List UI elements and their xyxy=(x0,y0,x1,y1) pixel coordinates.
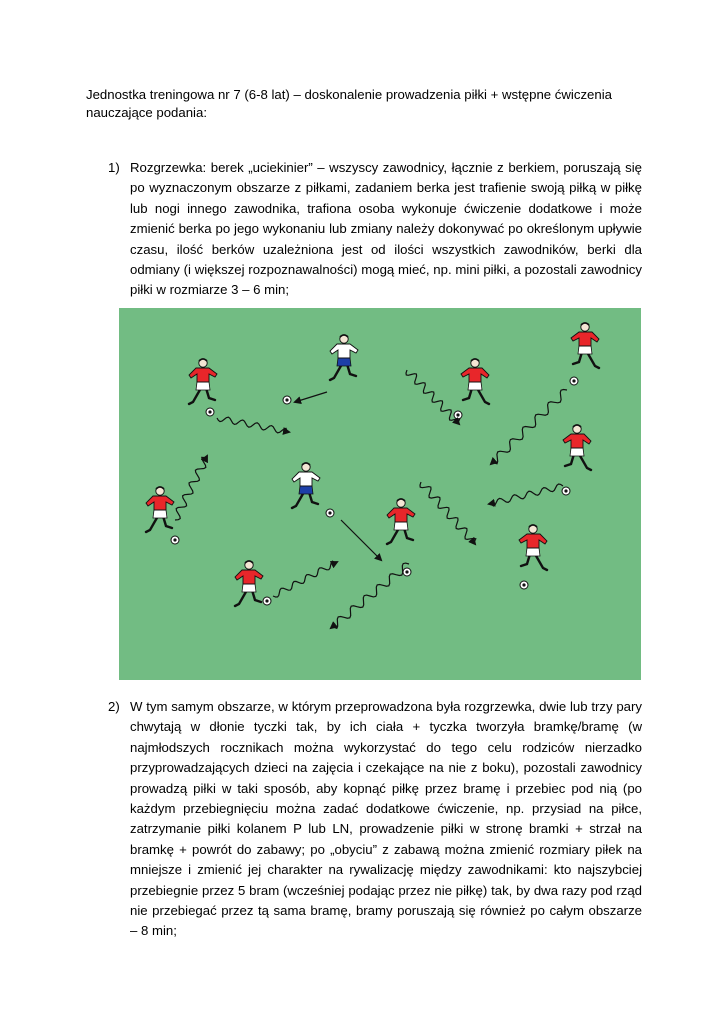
list-item-text: W tym samym obszarze, w którym przeprowadzona była rozgrzewka, dwie lub trzy pary chwytają w dłonie tyczki tak, by ich ciała + tyczka tworzyła bramkę/bramę (w najmłodszych rocznikach można wykorzystać do tego celu rodziców nierzadko przyprowadzających dzieci na zajęcia i czekające na nie z boku), pozostali zawodnicy prowadzą piłki w taki sposób, aby kopnąć piłkę przez bramę i przebiec pod nią (po każdym przebiegnięciu można zadać dodatkowe ćwiczenie, np. przysiad na piłce, zatrzymanie piłki kolanem P lub LN, prowadzenie piłki w stronę bramki + strzał na bramkę + powrót do zabawy; po „obyciu” z zabawą można zmienić rozmiary piłek na mniejsze i zmienić jej charakter na rywalizację między zawodnikami: kto najszybciej przebiegnie przez 5 bram (wcześniej podając przez nie piłkę) tak, by dwa razy pod rząd nie przebiegać przez tą sama bramę, bramy poruszają się również po całym obszarze – 8 min; xyxy=(130,699,642,939)
ball xyxy=(206,408,214,416)
ball xyxy=(454,411,462,419)
list-item-number: 1) xyxy=(108,160,120,175)
training-field-diagram xyxy=(119,308,641,680)
page-heading: Jednostka treningowa nr 7 (6-8 lat) – doskonalenie prowadzenia piłki + wstępne ćwiczenia nauczające podania: xyxy=(86,87,612,120)
ball xyxy=(520,581,528,589)
ball xyxy=(171,536,179,544)
ball xyxy=(326,509,334,517)
ball xyxy=(263,597,271,605)
ball xyxy=(570,377,578,385)
list-item-2 xyxy=(86,697,642,942)
list-item-text: Rozgrzewka: berek „uciekinier” – wszyscy zawodnicy, łącznie z berkiem, poruszają się po wyznaczonym obszarze z piłkami, zadaniem berka jest trafienie swoją piłką w piłkę lub nogi innego zawodnika, trafiona osoba wykonuje ćwiczenie dodatkowe i może zmienić berka po jego wykonaniu lub zmiany należy dokonywać po określonym upływie czasu, ilość berków uzależniona jest od ilości wszystkich zawodników, berki dla odmiany (i większej rozpoznawalności) mogą mieć, np. mini piłki, a pozostali zawodnicy piłki w rozmiarze 3 – 6 min; xyxy=(130,160,642,298)
ball xyxy=(283,396,291,404)
list-item-number: 2) xyxy=(108,699,120,714)
ball xyxy=(403,568,411,576)
list-item-1 xyxy=(86,158,642,301)
ball xyxy=(562,487,570,495)
